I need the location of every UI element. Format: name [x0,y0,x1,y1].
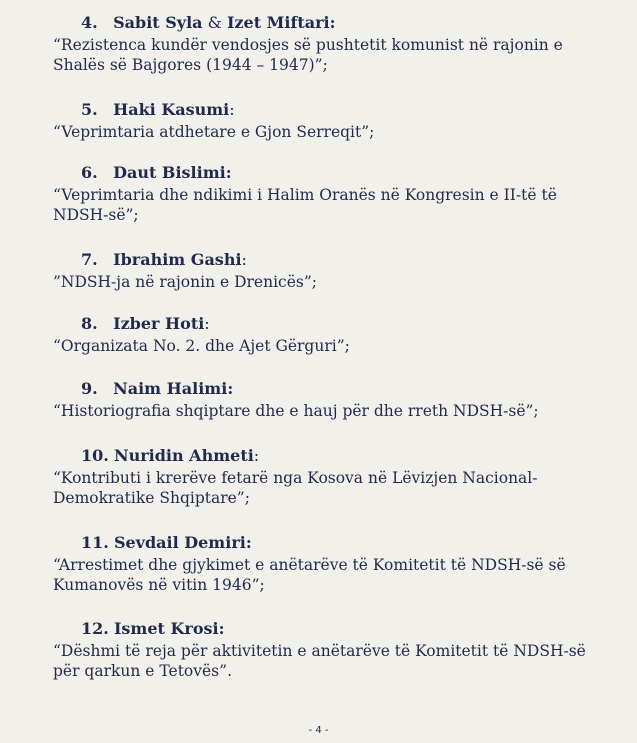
author-name-2: Izet Miftari [226,13,330,32]
entry-number: 10. [81,446,109,465]
paper-title [53,336,623,356]
paper-title-line: “Historiografia shqiptare dhe e hauj për dhe rreth NDSH-së”; [53,402,539,420]
entry-heading [81,163,623,183]
paper-title-line: ”NDSH-ja në rajonin e Drenicës”; [53,273,317,291]
author-suffix: : [229,100,235,119]
entry-number: 6. [81,163,98,182]
entry-number: 12. [81,619,109,638]
paper-title [53,122,623,142]
paper-title-line: “Dëshmi të reja për aktivitetin e anëtarëve të Komitetit të NDSH-së [53,642,586,660]
author-name: Sabit Syla [113,13,203,32]
entry-heading [81,379,623,399]
paper-title [53,641,623,681]
entry-10 [53,446,623,508]
entry-8 [53,314,623,356]
entry-heading [81,446,623,466]
entry-number: 4. [81,13,98,32]
entry-12 [53,619,623,681]
entry-11 [53,533,623,595]
entry-number: 9. [81,379,98,398]
paper-title-line: “Kontributi i krerëve fetarë nga Kosova në Lëvizjen Nacional- [53,469,538,487]
paper-title [53,555,623,595]
entry-5 [53,100,623,142]
author-name: Naim Halimi: [113,379,234,398]
paper-title [53,401,623,421]
author-suffix: : [329,13,336,32]
entry-7 [53,250,623,292]
paper-title-line: “Veprimtaria atdhetare e Gjon Serreqit”; [53,123,375,141]
paper-title-line: Demokratike Shqiptare”; [53,489,250,507]
entry-heading [81,250,623,270]
entry-9 [53,379,623,421]
author-name: Ismet Krosi: [113,619,225,638]
author-name: Ibrahim Gashi [113,250,242,269]
author-name: Daut Bislimi: [113,163,232,182]
entry-heading [81,13,623,33]
paper-title-line: “Organizata No. 2. dhe Ajet Gërguri”; [53,337,350,355]
paper-title [53,272,623,292]
entry-number: 11. [81,533,109,552]
paper-title [53,185,623,225]
entry-4 [53,13,623,75]
paper-title [53,468,623,508]
author-name: Sevdail Demiri: [113,533,252,552]
entry-heading [81,100,623,120]
paper-title-line: “Rezistenca kundër vendosjes së pushtetit komunist në rajonin e [53,36,563,54]
paper-title-line: “Veprimtaria dhe ndikimi i Halim Oranës në Kongresin e II-të të [53,186,557,204]
entry-6 [53,163,623,225]
author-suffix: : [253,446,260,465]
entry-heading [81,314,623,334]
entry-number: 8. [81,314,98,333]
paper-title-line: për qarkun e Tetovës”. [53,662,232,680]
paper-title-line: Kumanovës në vitin 1946”; [53,576,265,594]
author-connector: & [202,13,227,32]
paper-title-line: “Arrestimet dhe gjykimet e anëtarëve të Komitetit të NDSH-së së [53,556,566,574]
author-name: Haki Kasumi [113,100,230,119]
author-suffix: : [204,314,210,333]
entry-heading [81,533,623,553]
author-name: Izber Hoti [113,314,205,333]
page-number: - 4 - [308,725,329,736]
paper-title-line: Shalës së Bajgores (1944 – 1947)”; [53,56,328,74]
paper-title-line: NDSH-së”; [53,206,139,224]
entry-number: 5. [81,100,98,119]
entry-number: 7. [81,250,98,269]
entry-heading [81,619,623,639]
author-suffix: : [241,250,247,269]
paper-title [53,35,623,75]
author-name: Nuridin Ahmeti [113,446,254,465]
